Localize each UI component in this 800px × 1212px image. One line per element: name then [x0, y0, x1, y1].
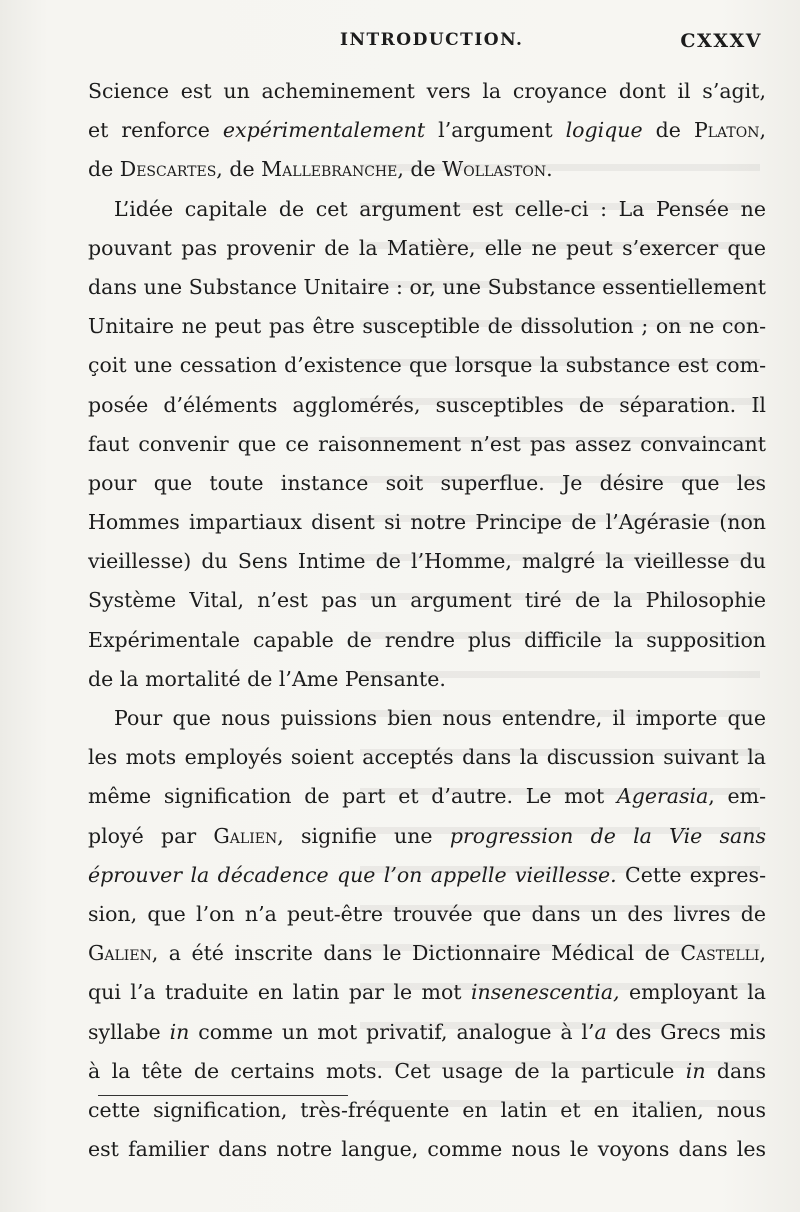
proper-name: Mallebranche: [261, 157, 398, 182]
text-run: cette signification, très-fréquente en latin et en italien, nous: [88, 1097, 766, 1122]
text-line: [88, 895, 766, 934]
text-run: Cette expres-: [616, 862, 766, 887]
text-run: et renforce: [88, 118, 223, 143]
text-run: ,: [759, 118, 766, 143]
text-run: , a été inscrite dans le Dictionnaire Médical de: [151, 941, 681, 966]
text-line: [88, 581, 766, 620]
text-line: [88, 346, 766, 385]
text-run: des Grecs mis: [606, 1019, 766, 1044]
text-run: ployé par: [88, 823, 214, 848]
text-run: sion, que l’on n’a peut-être trouvée que dans un des livres de: [88, 901, 766, 926]
text-line: [88, 503, 766, 542]
text-run: pour que toute instance soit superflue. Je désire que les: [88, 470, 766, 495]
text-run: de la mortalité de l’Ame Pensante.: [88, 666, 446, 691]
text-line: [88, 973, 766, 1012]
text-run: dans: [705, 1058, 766, 1083]
text-line: [88, 1052, 766, 1091]
footnote-rule: [98, 1095, 348, 1096]
text-run: qui l’a traduite en latin par le mot: [88, 980, 471, 1005]
proper-name: Descartes: [119, 157, 217, 182]
text-run: à la tête de certains mots. Cet usage de la particule: [88, 1058, 686, 1083]
text-line: [88, 777, 766, 816]
text-run: de: [642, 118, 694, 143]
text-run: Unitaire ne peut pas être susceptible de dissolution ; on ne con-: [88, 314, 766, 339]
text-run: , de: [216, 157, 262, 182]
text-run: posée d’éléments agglomérés, susceptibles de séparation. Il: [88, 392, 766, 417]
text-run: Science est un acheminement vers la croyance dont il s’agit,: [88, 79, 766, 103]
text-run: dans une Substance Unitaire : or, une Substance essentiellement: [88, 274, 766, 299]
text-run: faut convenir que ce raisonnement n’est pas assez convaincant: [88, 431, 766, 456]
text-run: l’argument: [425, 118, 566, 143]
text-line: [88, 464, 766, 503]
text-line: [88, 425, 766, 464]
text-run: ,: [759, 941, 766, 966]
text-run: même signification de part et d’autre. Le mot: [88, 784, 617, 809]
italic-phrase: in: [685, 1058, 706, 1083]
italic-phrase: expérimentalement: [222, 118, 426, 143]
text-line: [88, 856, 766, 895]
text-run: çoit une cessation d’existence que lorsque la substance est com-: [88, 353, 766, 378]
italic-phrase: insenescentia,: [470, 980, 620, 1005]
text-run: de: [88, 157, 120, 182]
text-run: syllabe: [88, 1019, 170, 1044]
italic-phrase: in: [169, 1019, 190, 1044]
italic-phrase: éprouver la décadence que l’on appelle vieillesse.: [88, 862, 617, 887]
text-run: Système Vital, n’est pas un argument tiré de la Philosophie: [88, 588, 766, 613]
page-number: CXXXV: [680, 30, 762, 52]
italic-phrase: a: [594, 1019, 607, 1044]
text-line: [88, 386, 766, 425]
text-line: [88, 542, 766, 581]
text-run: est familier dans notre langue, comme nous le voyons dans les: [88, 1137, 766, 1162]
text-line: [88, 934, 766, 973]
proper-name: Castelli: [680, 941, 760, 966]
italic-phrase: logique: [565, 118, 643, 143]
text-run: , em-: [708, 784, 766, 809]
text-run: vieillesse) du Sens Intime de l’Homme, malgré la vieillesse du: [88, 549, 766, 574]
text-line: [88, 111, 766, 150]
text-line: [88, 1130, 766, 1169]
text-run: pouvant pas provenir de la Matière, elle ne peut s’exercer que: [88, 235, 766, 260]
text-line: [88, 307, 766, 346]
text-run: .: [546, 157, 553, 182]
text-line: [88, 621, 766, 660]
text-line: [88, 1091, 766, 1130]
proper-name: Platon: [693, 118, 760, 143]
proper-name: Galien: [213, 823, 278, 848]
running-title: INTRODUCTION.: [340, 30, 524, 50]
text-run: les mots employés soient acceptés dans la discussion suivant la: [88, 745, 766, 770]
text-line: [88, 190, 766, 229]
text-run: Pour que nous puissions bien nous entendre, il importe que: [114, 706, 766, 730]
proper-name: Galien: [88, 941, 152, 966]
text-line: [88, 699, 766, 738]
text-run: L’idée capitale de cet argument est celle-ci : La Pensée ne: [114, 196, 766, 221]
text-line: [88, 817, 766, 856]
text-line: [88, 1013, 766, 1052]
text-line: [88, 150, 766, 189]
text-line: [88, 660, 766, 699]
text-run: , de: [397, 157, 443, 182]
italic-phrase: progression de la Vie sans: [449, 823, 766, 848]
text-line: [88, 268, 766, 307]
proper-name: Wollaston: [442, 157, 547, 182]
text-run: , signifie une: [277, 823, 450, 848]
running-header: [90, 30, 762, 60]
text-line: [88, 72, 766, 111]
text-run: comme un mot privatif, analogue à l’: [189, 1019, 595, 1044]
italic-phrase: Agerasia: [616, 784, 709, 809]
text-run: employant la: [619, 980, 766, 1005]
body-text: [88, 72, 766, 1169]
text-line: [88, 738, 766, 777]
text-line: [88, 229, 766, 268]
text-run: Hommes impartiaux disent si notre Principe de l’Agérasie (non: [88, 510, 766, 535]
text-run: Expérimentale capable de rendre plus difficile la supposition: [88, 627, 766, 652]
